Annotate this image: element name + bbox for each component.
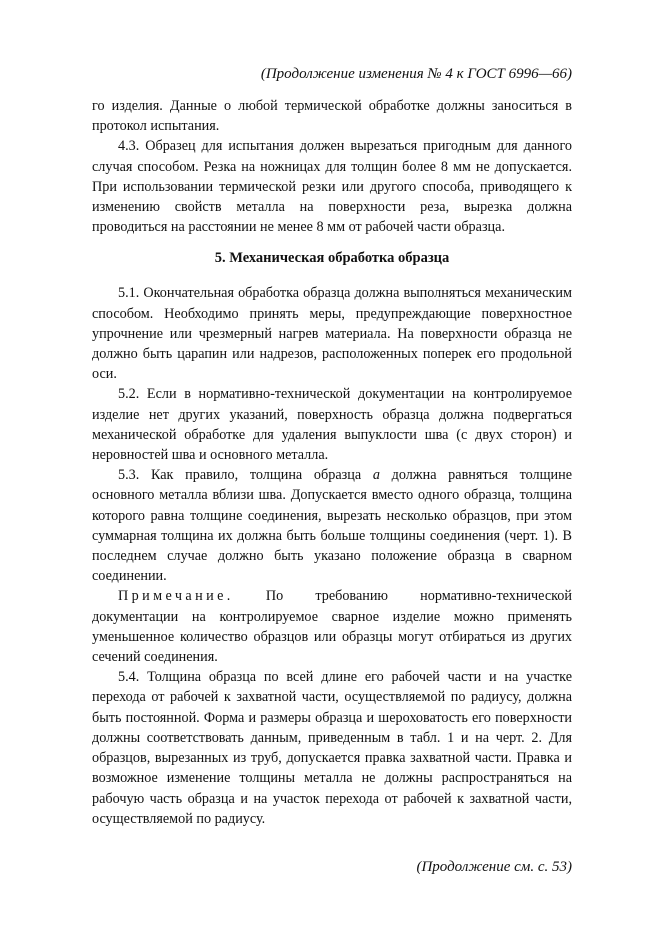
paragraph-5-3 xyxy=(92,465,572,586)
note-paragraph xyxy=(92,586,572,667)
note-text: По требованию нормативно-технической документации на контролируемое сварное изделие можно применять уменьшенное количество образцов или образцы могут отбираться из других сечений соединения. xyxy=(92,588,572,666)
continuation-header: (Продолжение изменения № 4 к ГОСТ 6996—66) xyxy=(260,66,572,82)
document-body xyxy=(92,96,572,829)
section-title: 5. Механическая обработка образца xyxy=(214,250,450,267)
paragraph-4-2-tail: го изделия. Данные о любой термической обработке должны заноситься в протокол испытания. xyxy=(92,98,572,135)
paragraph-5-3-end: должна равняться толщине основного металла вблизи шва. Допускается вместо одного образца, толщина которого равна толщине соединения, вырезать несколько образцов, при этом суммарная толщина их должна быть больше толщины соединения (черт. 1). В последнем случае должно быть указано положение образца в сварном соединении. xyxy=(92,467,572,585)
note-label: Примечание. xyxy=(118,588,234,605)
paragraph-5-4: 5.4. Толщина образца по всей длине его рабочей части и на участке перехода от рабочей к захватной части, осуществляемой по радиусу, должна быть постоянной. Форма и размеры образца и шероховатость его поверхности должны соответствовать данным, приведенным в табл. 1 и на черт. 2. Для образцов, вырезанных из труб, допускается правка захватной части. Правка и возможное изменение толщины металла не должны распространяться на рабочую часть образца и на участок перехода от рабочей к захватной части, осуществляемой по радиусу. xyxy=(92,669,572,827)
thickness-variable: a xyxy=(372,467,380,484)
paragraph-4-3: 4.3. Образец для испытания должен вырезаться пригодным для данного случая способом. Резка на ножницах для толщин более 8 мм не допускается. При использовании термической резки или другого способа, приводящего к изменению свойств металла на поверхности реза, вырезка должна проводиться на расстоянии не менее 8 мм от рабочей части образца. xyxy=(92,138,572,236)
document-page xyxy=(92,64,572,877)
paragraph-5-3-start: 5.3. Как правило, толщина образца xyxy=(118,467,373,484)
continuation-footer: (Продолжение см. с. 53) xyxy=(416,858,572,875)
paragraph-5-2: 5.2. Если в нормативно-технической документации на контролируемое изделие нет других указаний, поверхность образца должна подвергаться механической обработке для удаления выпуклости шва (с двух сторон) и неровностей шва и основного металла. xyxy=(92,386,572,464)
paragraph-5-1: 5.1. Окончательная обработка образца должна выполняться механическим способом. Необходимо принять меры, предупреждающие поверхностное упрочнение или чрезмерный нагрев материала. На поверхности образца не должно быть царапин или надрезов, расположенных поперек его продольной оси. xyxy=(92,285,572,383)
